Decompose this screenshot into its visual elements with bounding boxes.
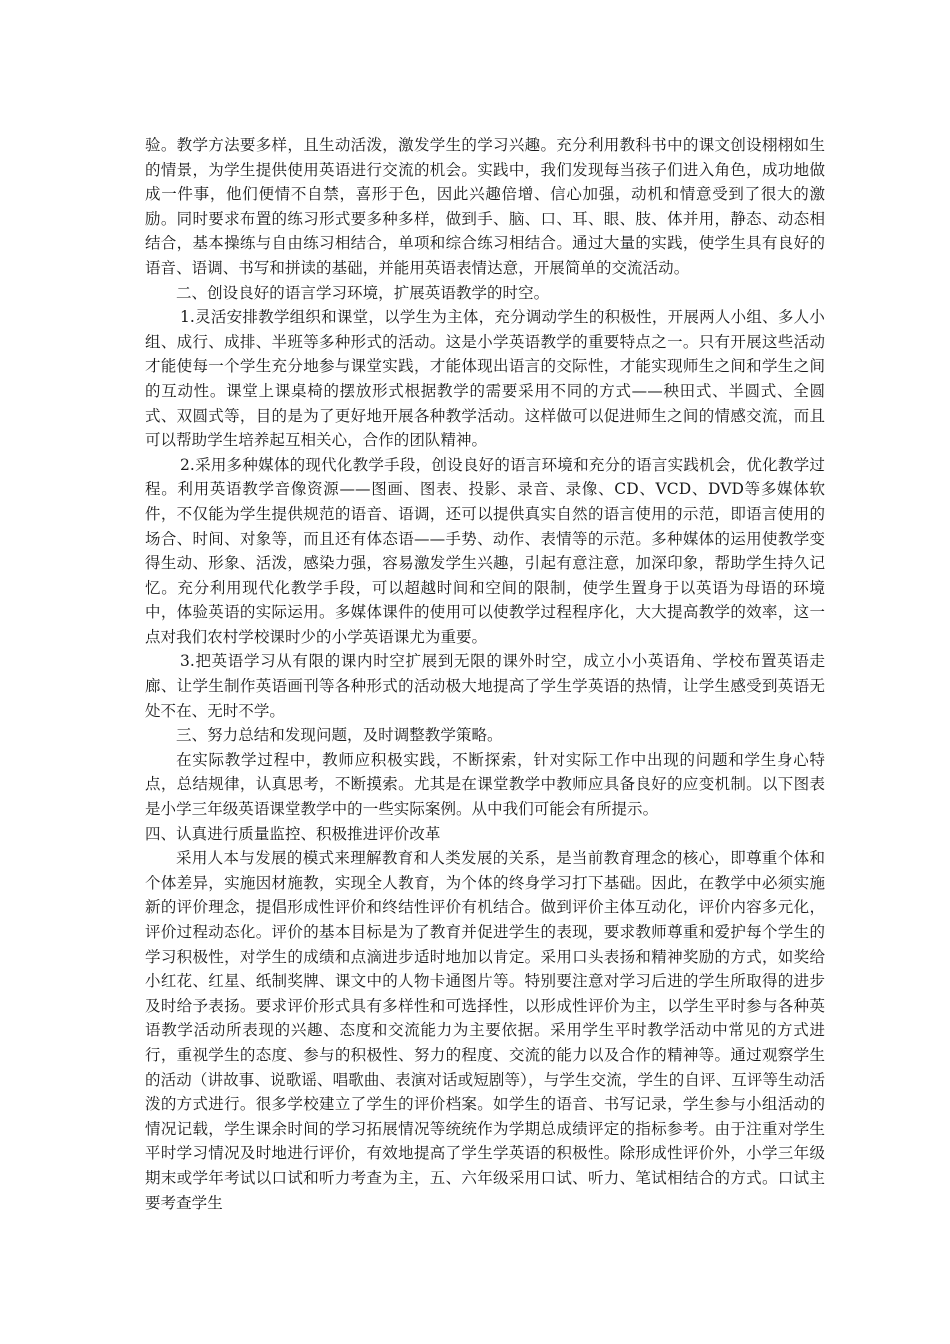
section-heading-3: 三、努力总结和发现问题，及时调整教学策略。 [176, 726, 503, 745]
paragraph-section-3: 在实际教学过程中，教师应积极实践，不断探索，针对实际工作中出现的问题和学生身心特点，总结规律，认真思考，不断摸索。尤其是在课堂教学中教师应具备良好的应变机制。以下图表是小学三年级英语课堂教学中的一些实际案例。从中我们可能会有所提示。 [145, 750, 825, 819]
section-heading-2: 二、创设良好的语言学习环境，扩展英语教学的时空。 [176, 283, 550, 302]
section-heading-4: 四、认真进行质量监控、积极推进评价改革 [145, 824, 441, 843]
paragraph-section-4: 采用人本与发展的模式来理解教育和人类发展的关系，是当前教育理念的核心，即尊重个体和个体差异，实施因材施教，实现全人教育，为个体的终身学习打下基础。因此，在教学中必须实施新的评价理念，提倡形成性评价和终结性评价有机结合。做到评价主体互动化，评价内容多元化，评价过程动态化。评价的基本目标是为了教育并促进学生的表现，要求教师尊重和爱护每个学生的学习积极性，对学生的成绩和点滴进步适时地加以肯定。采用口头表扬和精神奖励的方式，如奖给小红花、红星、纸制奖牌、课文中的人物卡通图片等。特别要注意对学习后进的学生所取得的进步及时给予表扬。要求评价形式具有多样性和可选择性，以形成性评价为主，以学生平时参与各种英语教学活动所表现的兴趣、态度和交流能力为主要依据。采用学生平时教学活动中常见的方式进行，重视学生的态度、参与的积极性、努力的程度、交流的能力以及合作的精神等。通过观察学生的活动（讲故事、说歌谣、唱歌曲、表演对话或短剧等），与学生交流，学生的自评、互评等生动活泼的方式进行。很多学校建立了学生的评价档案。如学生的语音、书写记录，学生参与小组活动的情况记载，学生课余时间的学习拓展情况等统统作为学期总成绩评定的指标参考。由于注重对学生平时学习情况及时地进行评价，有效地提高了学生学英语的积极性。除形成性评价外，小学三年级期末或学年考试以口试和听力考查为主，五、六年级采用口试、听力、笔试相结合的方式。口试主要考查学生 [145, 849, 825, 1212]
paragraph-point-1: 1.灵活安排教学组织和课堂，以学生为主体，充分调动学生的积极性，开展两人小组、多人小组、成行、成排、半班等多种形式的活动。这是小学英语教学的重要特点之一。只有开展这些活动才能使每一个学生充分地参与课堂实践，才能体现出语言的交际性，才能实现师生之间和学生之间的互动性。课堂上课桌椅的摆放形式根据教学的需要采用不同的方式——秧田式、半圆式、全圆式、双圆式等，目的是为了更好地开展各种教学活动。这样做可以促进师生之间的情感交流，而且可以帮助学生培养起互相关心，合作的团队精神。 [145, 308, 825, 450]
document-page [145, 133, 825, 1215]
paragraph-continuation: 验。教学方法要多样，且生动活泼，激发学生的学习兴趣。充分利用教科书中的课文创设栩栩如生的情景，为学生提供使用英语进行交流的机会。实践中，我们发现每当孩子们进入角色，成功地做成一件事，他们便情不自禁，喜形于色，因此兴趣倍增、信心加强，动机和情意受到了很大的激励。同时要求布置的练习形式要多种多样，做到手、脑、口、耳、眼、肢、体并用，静态、动态相结合，基本操练与自由练习相结合，单项和综合练习相结合。通过大量的实践，使学生具有良好的语音、语调、书写和拼读的基础，并能用英语表情达意，开展简单的交流活动。 [145, 136, 825, 277]
paragraph-point-2: 2.采用多种媒体的现代化教学手段，创设良好的语言环境和充分的语言实践机会，优化教学过程。利用英语教学音像资源——图画、图表、投影、录音、录像、CD、VCD、DVD等多媒体软件，不仅能为学生提供规范的语音、语调，还可以提供真实自然的语言使用的示范，即语言使用的场合、时间、对象等，而且还有体态语——手势、动作、表情等的示范。多种媒体的运用使教学变得生动、形象、活泼，感染力强，容易激发学生兴趣，引起有意注意，加深印象，帮助学生持久记忆。充分利用现代化教学手段，可以超越时间和空间的限制，使学生置身于以英语为母语的环境中，体验英语的实际运用。多媒体课件的使用可以使教学过程程序化，大大提高教学的效率，这一点对我们农村学校课时少的小学英语课尤为重要。 [145, 455, 825, 646]
paragraph-point-3: 3.把英语学习从有限的课内时空扩展到无限的课外时空，成立小小英语角、学校布置英语走廊、让学生制作英语画刊等各种形式的活动极大地提高了学生学英语的热情，让学生感受到英语无处不在、无时不学。 [145, 652, 825, 720]
